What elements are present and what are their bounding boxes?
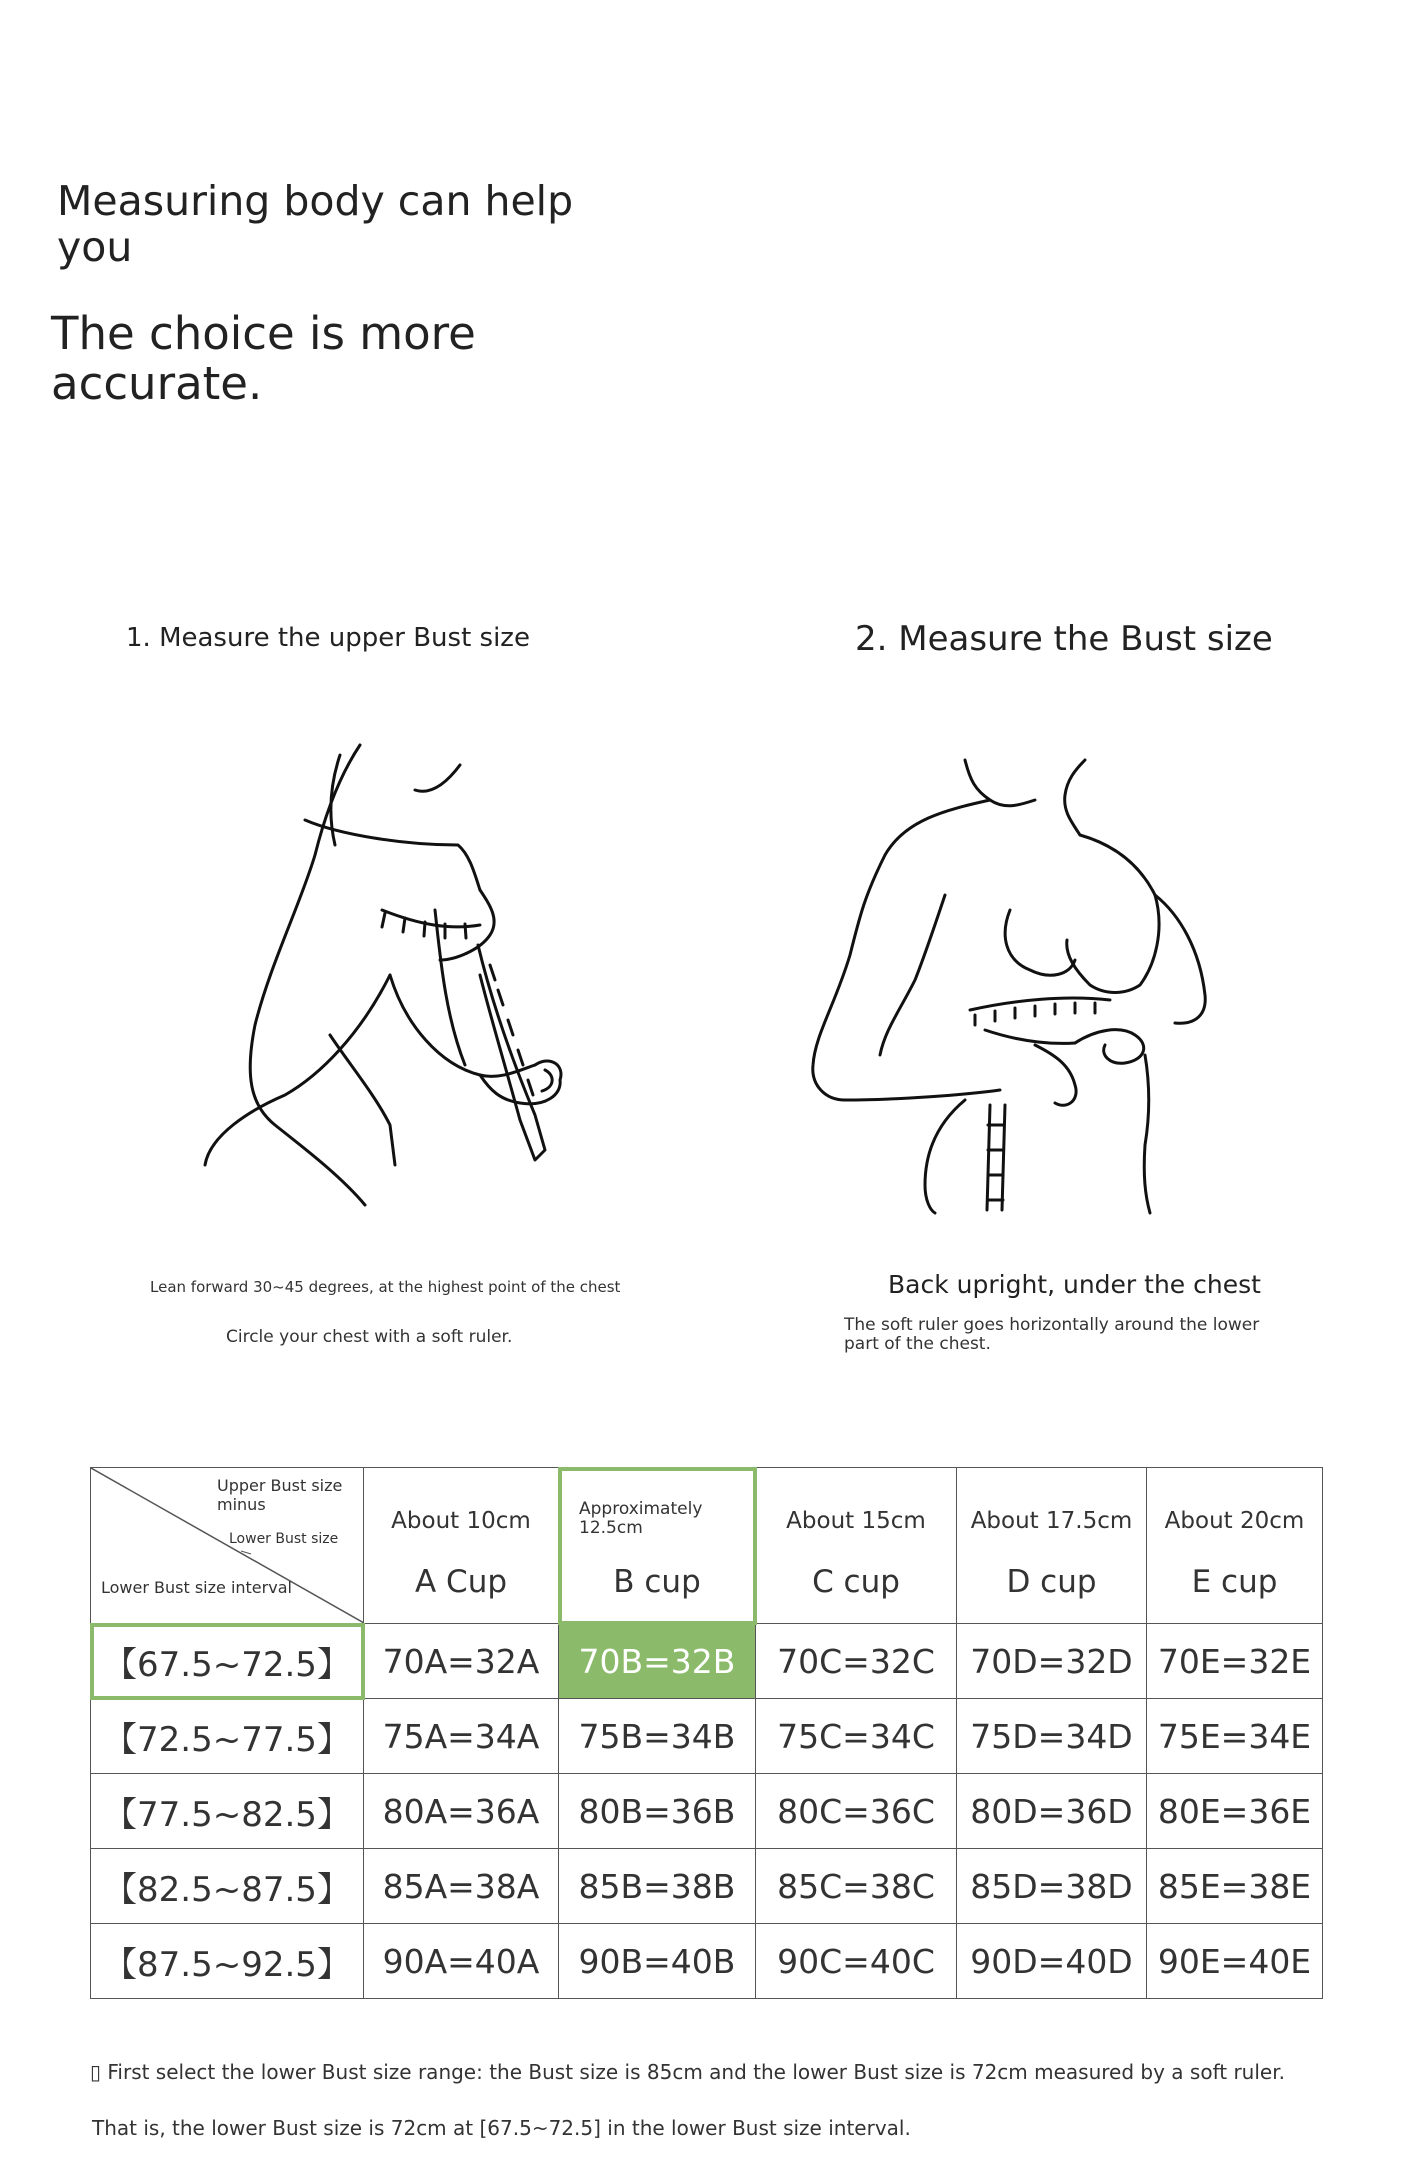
headline-line1: Measuring body can help you	[57, 177, 574, 271]
col-d-about: About 17.5cm	[970, 1508, 1133, 1534]
size-cell: 75B=34B	[559, 1699, 756, 1774]
col-header-a	[364, 1468, 559, 1624]
col-b-cup: B cup	[613, 1564, 701, 1600]
col-header-d	[957, 1468, 1147, 1624]
headline-line2: The choice is more accurate.	[51, 307, 476, 410]
table-row	[91, 1924, 1323, 1999]
size-cell: 85D=38D	[957, 1849, 1147, 1924]
size-cell: 85B=38B	[559, 1849, 756, 1924]
size-cell: 70D=32D	[957, 1624, 1147, 1699]
step2-title: 2. Measure the Bust size	[855, 619, 1273, 659]
table-corner-cell	[91, 1468, 364, 1624]
corner-lower-label: Lower Bust size	[229, 1531, 339, 1547]
col-c-cup: C cup	[812, 1564, 900, 1600]
illustration-under-bust	[805, 755, 1235, 1215]
step2-note-a: Back upright, under the chest	[888, 1270, 1261, 1299]
table-row	[91, 1849, 1323, 1924]
size-cell: 90C=40C	[756, 1924, 957, 1999]
size-chart-table	[90, 1467, 1323, 1999]
size-cell-highlighted: 70B=32B	[559, 1624, 756, 1699]
size-cell: 85C=38C	[756, 1849, 957, 1924]
size-cell: 70A=32A	[364, 1624, 559, 1699]
table-header-row	[91, 1468, 1323, 1624]
size-cell: 90A=40A	[364, 1924, 559, 1999]
size-cell: 75E=34E	[1147, 1699, 1323, 1774]
col-d-cup: D cup	[1006, 1564, 1097, 1600]
step1-note-a: Lean forward 30~45 degrees, at the highest point of the chest	[150, 1278, 621, 1296]
size-cell: 80E=36E	[1147, 1774, 1323, 1849]
step1-note-b: Circle your chest with a soft ruler.	[226, 1327, 513, 1347]
corner-upper-label: Upper Bust size minus	[217, 1476, 343, 1514]
footer-line2: That is, the lower Bust size is 72cm at [67.5~72.5] in the lower Bust size interval.	[92, 2116, 911, 2140]
size-cell: 70C=32C	[756, 1624, 957, 1699]
row-range: 【82.5~87.5】	[91, 1849, 364, 1924]
size-cell: 90E=40E	[1147, 1924, 1323, 1999]
size-cell: 75C=34C	[756, 1699, 957, 1774]
col-e-about: About 20cm	[1164, 1508, 1305, 1534]
col-header-b	[559, 1468, 756, 1624]
size-cell: 80B=36B	[559, 1774, 756, 1849]
table-row	[91, 1699, 1323, 1774]
step2-note-b: The soft ruler goes horizontally around the lower part of the chest.	[844, 1315, 1260, 1354]
row-range: 【87.5~92.5】	[91, 1924, 364, 1999]
col-e-cup: E cup	[1191, 1564, 1278, 1600]
corner-interval-label: Lower Bust size interval	[101, 1578, 292, 1597]
row-range: 【77.5~82.5】	[91, 1774, 364, 1849]
size-cell: 75D=34D	[957, 1699, 1147, 1774]
illustration-upper-bust	[190, 735, 580, 1215]
col-b-about: Approximately 12.5cm	[579, 1499, 703, 1538]
size-cell: 90D=40D	[957, 1924, 1147, 1999]
row-range: 【67.5~72.5】	[91, 1624, 364, 1699]
table-row	[91, 1774, 1323, 1849]
size-cell: 75A=34A	[364, 1699, 559, 1774]
size-cell: 85A=38A	[364, 1849, 559, 1924]
size-cell: 80D=36D	[957, 1774, 1147, 1849]
col-header-c	[756, 1468, 957, 1624]
col-c-about: About 15cm	[786, 1508, 926, 1534]
size-cell: 70E=32E	[1147, 1624, 1323, 1699]
row-range: 【72.5~77.5】	[91, 1699, 364, 1774]
col-a-about: About 10cm	[391, 1508, 531, 1534]
size-cell: 85E=38E	[1147, 1849, 1323, 1924]
col-header-e	[1147, 1468, 1323, 1624]
size-cell: 80A=36A	[364, 1774, 559, 1849]
step1-title: 1. Measure the upper Bust size	[126, 623, 530, 653]
col-a-cup: A Cup	[414, 1564, 508, 1600]
footer-line1: ▯ First select the lower Bust size range: the Bust size is 85cm and the lower Bust size is 72cm measured by a soft ruler.	[90, 2060, 1285, 2084]
size-cell: 90B=40B	[559, 1924, 756, 1999]
table-row	[91, 1624, 1323, 1699]
size-cell: 80C=36C	[756, 1774, 957, 1849]
